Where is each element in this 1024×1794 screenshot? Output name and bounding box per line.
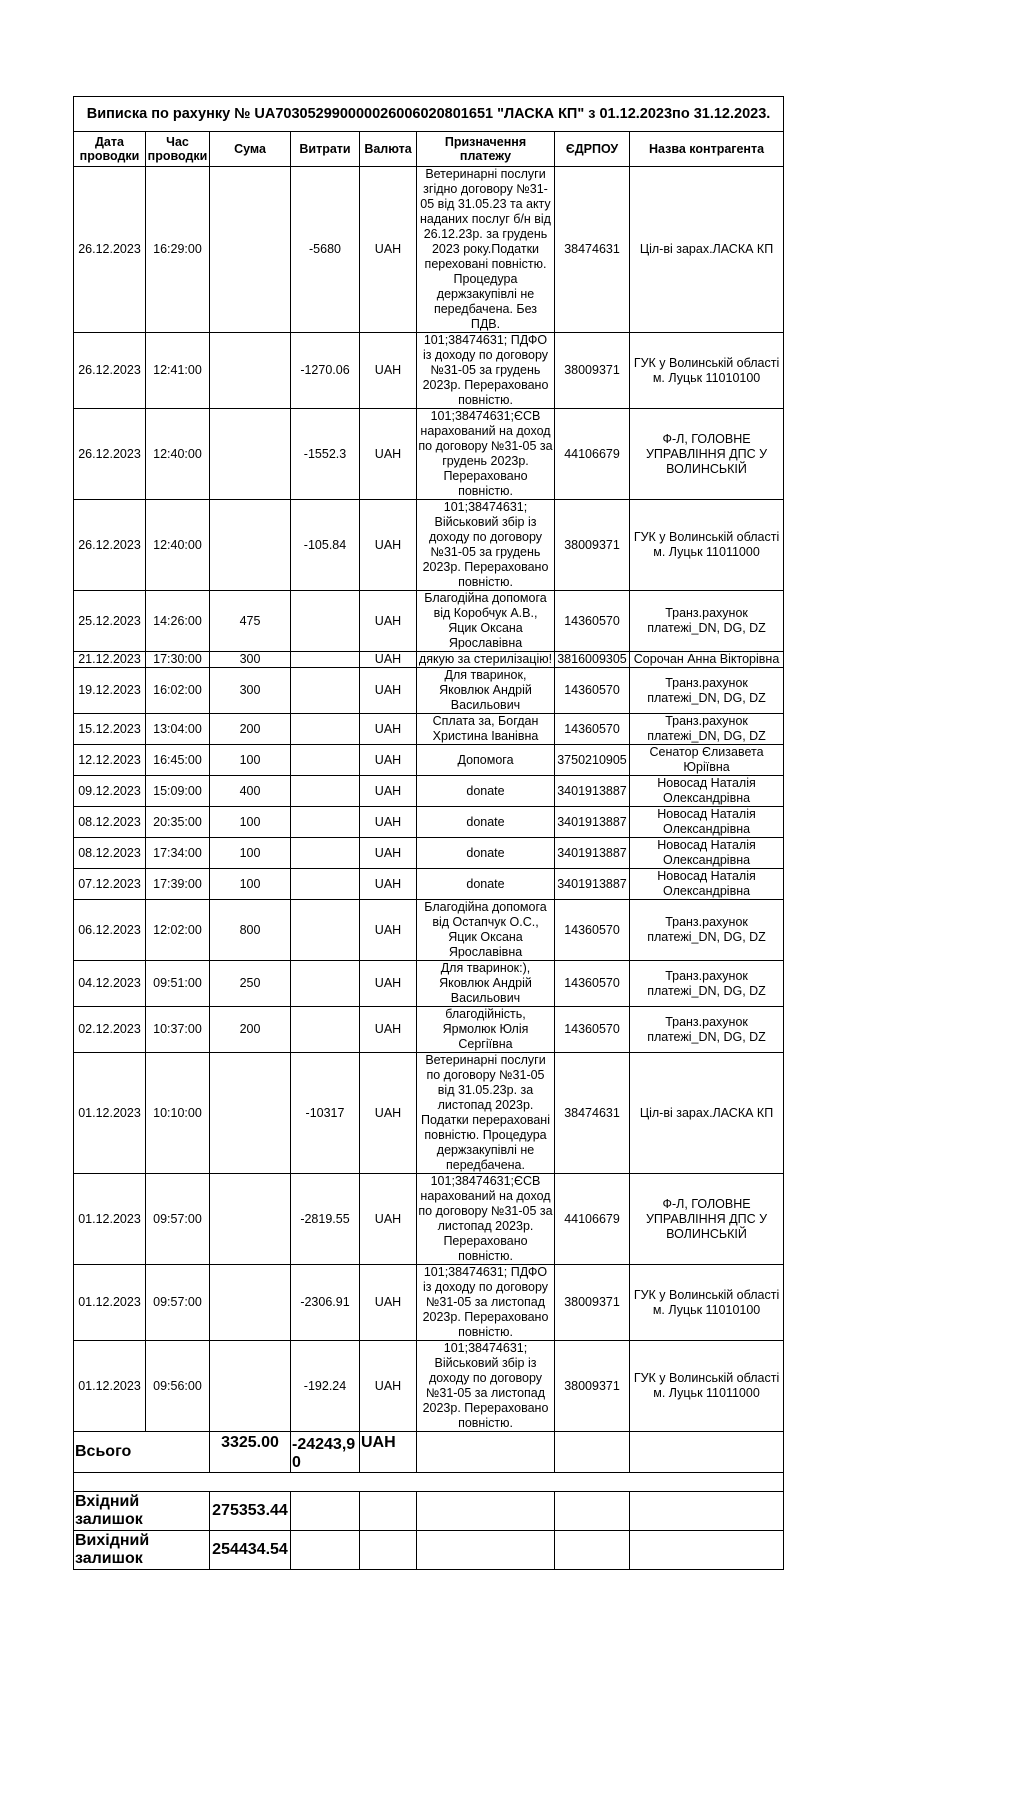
cell-purpose: donate (417, 807, 555, 838)
cell-time: 09:57:00 (146, 1265, 210, 1341)
column-header-counterparty: Назва контрагента (630, 132, 784, 167)
cell-sum (210, 409, 291, 500)
cell-date: 26.12.2023 (74, 500, 146, 591)
cell-expense (291, 714, 360, 745)
opening-balance-row (74, 1492, 784, 1531)
cell-purpose: donate (417, 869, 555, 900)
table-row (74, 838, 784, 869)
cell-purpose: Благодійна допомога від Коробчук А.В., Яцик Оксана Ярославівна (417, 591, 555, 652)
cell-currency: UAH (360, 591, 417, 652)
totals-label: Всього (74, 1432, 210, 1473)
cell-expense (291, 807, 360, 838)
cell-currency: UAH (360, 714, 417, 745)
cell-date: 26.12.2023 (74, 333, 146, 409)
opening-balance-label: Вхідний залишок (74, 1492, 210, 1531)
cell-date: 08.12.2023 (74, 838, 146, 869)
cell-time: 12:40:00 (146, 409, 210, 500)
cell-sum: 200 (210, 1007, 291, 1053)
cell-expense (291, 591, 360, 652)
cell-counterparty: Новосад Наталія Олександрівна (630, 776, 784, 807)
cell-edrpou: 38009371 (555, 1265, 630, 1341)
closing-balance-value: 254434.54 (210, 1531, 291, 1570)
cell-date: 07.12.2023 (74, 869, 146, 900)
cell-edrpou: 3816009305 (555, 652, 630, 668)
cell-counterparty: Новосад Наталія Олександрівна (630, 838, 784, 869)
cell-expense (291, 869, 360, 900)
cell-sum (210, 1341, 291, 1432)
cell-counterparty: Транз.рахунок платежі_DN, DG, DZ (630, 714, 784, 745)
cell-expense (291, 961, 360, 1007)
cell-counterparty: Ціл-ві зарах.ЛАСКА КП (630, 1053, 784, 1174)
cell-counterparty: Сорочан Анна Вікторівна (630, 652, 784, 668)
cell-sum: 250 (210, 961, 291, 1007)
cell-expense (291, 745, 360, 776)
cell-time: 10:10:00 (146, 1053, 210, 1174)
cell-purpose: 101;38474631; Військовий збір із доходу по договору №31-05 за грудень 2023р. Перераховано повністю. (417, 500, 555, 591)
cell-counterparty: ГУК у Волинській області м. Луцьк 11010100 (630, 1265, 784, 1341)
cell-time: 15:09:00 (146, 776, 210, 807)
cell-time: 16:45:00 (146, 745, 210, 776)
cell-date: 02.12.2023 (74, 1007, 146, 1053)
cell-time: 09:57:00 (146, 1174, 210, 1265)
cell-purpose: 101;38474631; Військовий збір із доходу по договору №31-05 за листопад 2023р. Перераховано повністю. (417, 1341, 555, 1432)
cell-currency: UAH (360, 869, 417, 900)
cell-counterparty: Транз.рахунок платежі_DN, DG, DZ (630, 668, 784, 714)
cell-currency: UAH (360, 652, 417, 668)
cell-edrpou: 3401913887 (555, 838, 630, 869)
cell-sum (210, 1265, 291, 1341)
cell-expense (291, 776, 360, 807)
cell-expense: -2819.55 (291, 1174, 360, 1265)
cell-purpose: Ветеринарні послуги по договору №31-05 від 31.05.23р. за листопад 2023р. Податки перераховані повністю. Процедура держзакупівлі не передбачена. (417, 1053, 555, 1174)
table-row (74, 714, 784, 745)
cell-date: 26.12.2023 (74, 167, 146, 333)
cell-time: 17:39:00 (146, 869, 210, 900)
cell-counterparty: Новосад Наталія Олександрівна (630, 869, 784, 900)
cell-date: 06.12.2023 (74, 900, 146, 961)
cell-expense: -10317 (291, 1053, 360, 1174)
cell-edrpou: 14360570 (555, 900, 630, 961)
cell-expense (291, 652, 360, 668)
cell-purpose: Благодійна допомога від Остапчук О.С., Яцик Оксана Ярославівна (417, 900, 555, 961)
cell-sum: 300 (210, 652, 291, 668)
cell-sum: 100 (210, 838, 291, 869)
cell-purpose: donate (417, 776, 555, 807)
cell-currency: UAH (360, 500, 417, 591)
cell-time: 17:30:00 (146, 652, 210, 668)
closing-balance-row (74, 1531, 784, 1570)
cell-date: 21.12.2023 (74, 652, 146, 668)
table-row (74, 1007, 784, 1053)
cell-counterparty: Ф-Л, ГОЛОВНЕ УПРАВЛІННЯ ДПС У ВОЛИНСЬКІЙ (630, 1174, 784, 1265)
cell-currency: UAH (360, 838, 417, 869)
cell-time: 12:02:00 (146, 900, 210, 961)
table-row (74, 500, 784, 591)
cell-time: 09:51:00 (146, 961, 210, 1007)
totals-expense: -24243,90 (291, 1432, 360, 1473)
cell-sum: 475 (210, 591, 291, 652)
cell-purpose: 101;38474631;ЄСВ нарахований на доход по договору №31-05 за грудень 2023р. Перераховано повністю. (418, 409, 553, 498)
cell-edrpou: 14360570 (555, 1007, 630, 1053)
totals-row (74, 1432, 784, 1473)
table-row (74, 409, 784, 500)
cell-edrpou: 3750210905 (555, 745, 630, 776)
cell-date: 12.12.2023 (74, 745, 146, 776)
table-row (74, 1341, 784, 1432)
cell-counterparty: Транз.рахунок платежі_DN, DG, DZ (630, 1007, 784, 1053)
column-header-expense: Витрати (291, 132, 360, 167)
cell-date: 01.12.2023 (74, 1341, 146, 1432)
column-header-time: Час проводки (146, 132, 210, 167)
column-header-date: Дата проводки (74, 132, 146, 167)
cell-sum: 200 (210, 714, 291, 745)
cell-counterparty: Транз.рахунок платежі_DN, DG, DZ (630, 900, 784, 961)
table-row (74, 591, 784, 652)
cell-date: 01.12.2023 (74, 1265, 146, 1341)
cell-sum (210, 1174, 291, 1265)
cell-time: 17:34:00 (146, 838, 210, 869)
cell-currency: UAH (360, 167, 417, 333)
cell-edrpou: 3401913887 (555, 869, 630, 900)
table-row (74, 869, 784, 900)
cell-date: 04.12.2023 (74, 961, 146, 1007)
cell-edrpou: 38474631 (555, 1053, 630, 1174)
cell-purpose: дякую за стерилізацію! (417, 652, 555, 668)
cell-time: 10:37:00 (146, 1007, 210, 1053)
cell-counterparty: Новосад Наталія Олександрівна (630, 807, 784, 838)
cell-currency: UAH (360, 668, 417, 714)
cell-sum: 400 (210, 776, 291, 807)
cell-sum (210, 500, 291, 591)
cell-sum (210, 333, 291, 409)
cell-counterparty: ГУК у Волинській області м. Луцьк 11010100 (630, 333, 784, 409)
opening-balance-value: 275353.44 (210, 1492, 291, 1531)
cell-counterparty: Ціл-ві зарах.ЛАСКА КП (630, 167, 784, 333)
cell-currency: UAH (360, 1265, 417, 1341)
cell-date: 01.12.2023 (74, 1174, 146, 1265)
cell-purpose: 101;38474631; ПДФО із доходу по договору №31-05 за грудень 2023р. Перераховано повністю. (417, 333, 555, 409)
column-header-currency: Валюта (360, 132, 417, 167)
table-row (74, 1053, 784, 1174)
cell-expense: -1552.3 (291, 409, 360, 500)
cell-time: 20:35:00 (146, 807, 210, 838)
cell-expense: -5680 (291, 167, 360, 333)
cell-expense (291, 900, 360, 961)
table-row (74, 745, 784, 776)
totals-currency: UAH (360, 1432, 417, 1473)
cell-sum (210, 167, 291, 333)
cell-edrpou: 38009371 (555, 500, 630, 591)
cell-purpose: благодійність, Ярмолюк Юлія Сергіївна (417, 1007, 555, 1053)
cell-counterparty: ГУК у Волинській області м. Луцьк 11011000 (630, 1341, 784, 1432)
account-statement-table (73, 96, 784, 1570)
table-row (74, 333, 784, 409)
cell-purpose: Для тваринок, Яковлюк Андрій Васильович (417, 668, 555, 714)
table-row (74, 1174, 784, 1265)
cell-counterparty: Ф-Л, ГОЛОВНЕ УПРАВЛІННЯ ДПС У ВОЛИНСЬКІЙ (630, 409, 784, 500)
cell-expense (291, 1007, 360, 1053)
table-row (74, 900, 784, 961)
table-row (74, 807, 784, 838)
cell-date: 26.12.2023 (74, 409, 146, 500)
cell-date: 25.12.2023 (74, 591, 146, 652)
table-row (74, 776, 784, 807)
cell-purpose: 101;38474631; ПДФО із доходу по договору №31-05 за листопад 2023р. Перераховано повністю. (417, 1265, 555, 1341)
cell-edrpou: 14360570 (555, 668, 630, 714)
cell-time: 12:41:00 (146, 333, 210, 409)
cell-sum: 100 (210, 807, 291, 838)
cell-time: 09:56:00 (146, 1341, 210, 1432)
cell-currency: UAH (360, 409, 417, 500)
cell-sum: 100 (210, 869, 291, 900)
column-header-edrpou: ЄДРПОУ (555, 132, 630, 167)
cell-expense: -2306.91 (291, 1265, 360, 1341)
cell-sum: 800 (210, 900, 291, 961)
cell-time: 16:02:00 (146, 668, 210, 714)
statement-title: Виписка по рахунку № UA703052990000026006020801651 "ЛАСКА КП" з 01.12.2023по 31.12.2023. (74, 97, 784, 132)
blank-row (74, 1473, 784, 1492)
table-row (74, 652, 784, 668)
cell-edrpou: 38009371 (555, 1341, 630, 1432)
cell-sum (210, 1053, 291, 1174)
cell-date: 15.12.2023 (74, 714, 146, 745)
cell-currency: UAH (360, 900, 417, 961)
cell-time: 14:26:00 (146, 591, 210, 652)
cell-currency: UAH (360, 333, 417, 409)
cell-date: 19.12.2023 (74, 668, 146, 714)
cell-currency: UAH (360, 807, 417, 838)
cell-edrpou: 3401913887 (555, 807, 630, 838)
cell-edrpou: 38474631 (555, 167, 630, 333)
column-header-sum: Сума (210, 132, 291, 167)
cell-purpose: donate (417, 838, 555, 869)
cell-purpose: Для тваринок:), Яковлюк Андрій Васильович (417, 961, 555, 1007)
cell-edrpou: 14360570 (555, 714, 630, 745)
cell-counterparty: ГУК у Волинській області м. Луцьк 11011000 (630, 500, 784, 591)
column-header-purpose: Призначення платежу (417, 132, 555, 167)
cell-purpose: 101;38474631;ЄСВ нарахований на доход по договору №31-05 за листопад 2023р. Перераховано повністю. (418, 1174, 553, 1263)
cell-counterparty: Транз.рахунок платежі_DN, DG, DZ (630, 591, 784, 652)
cell-currency: UAH (360, 1053, 417, 1174)
cell-edrpou: 3401913887 (555, 776, 630, 807)
cell-time: 16:29:00 (146, 167, 210, 333)
cell-currency: UAH (360, 1341, 417, 1432)
cell-date: 01.12.2023 (74, 1053, 146, 1174)
cell-time: 12:40:00 (146, 500, 210, 591)
table-row (74, 668, 784, 714)
cell-edrpou: 38009371 (555, 333, 630, 409)
cell-time: 13:04:00 (146, 714, 210, 745)
cell-purpose: Ветеринарні послуги згідно договору №31-05 від 31.05.23 та акту наданих послуг б/н від 26.12.23р. за грудень 2023 року.Податки переховані повністю. Процедура держзакупівлі не передбачена. Без ПДВ. (417, 167, 555, 333)
cell-currency: UAH (360, 1007, 417, 1053)
cell-sum: 100 (210, 745, 291, 776)
transaction-rows (74, 167, 784, 1432)
cell-expense: -105.84 (291, 500, 360, 591)
table-row (74, 1265, 784, 1341)
cell-currency: UAH (360, 961, 417, 1007)
cell-purpose: Допомога (417, 745, 555, 776)
cell-counterparty: Транз.рахунок платежі_DN, DG, DZ (630, 961, 784, 1007)
cell-counterparty: Сенатор Єлизавета Юріївна (630, 745, 784, 776)
cell-expense (291, 668, 360, 714)
cell-currency: UAH (360, 1174, 417, 1265)
cell-edrpou: 14360570 (555, 591, 630, 652)
totals-sum: 3325.00 (210, 1432, 291, 1473)
cell-date: 09.12.2023 (74, 776, 146, 807)
table-row (74, 167, 784, 333)
cell-date: 08.12.2023 (74, 807, 146, 838)
table-row (74, 961, 784, 1007)
cell-sum: 300 (210, 668, 291, 714)
cell-purpose: Сплата за, Богдан Христина Іванівна (417, 714, 555, 745)
cell-expense: -1270.06 (291, 333, 360, 409)
cell-currency: UAH (360, 745, 417, 776)
cell-currency: UAH (360, 776, 417, 807)
cell-expense: -192.24 (291, 1341, 360, 1432)
cell-edrpou: 14360570 (555, 961, 630, 1007)
cell-expense (291, 838, 360, 869)
closing-balance-label: Вихідний залишок (74, 1531, 210, 1570)
cell-edrpou: 44106679 (555, 1174, 630, 1265)
cell-edrpou: 44106679 (555, 409, 630, 500)
